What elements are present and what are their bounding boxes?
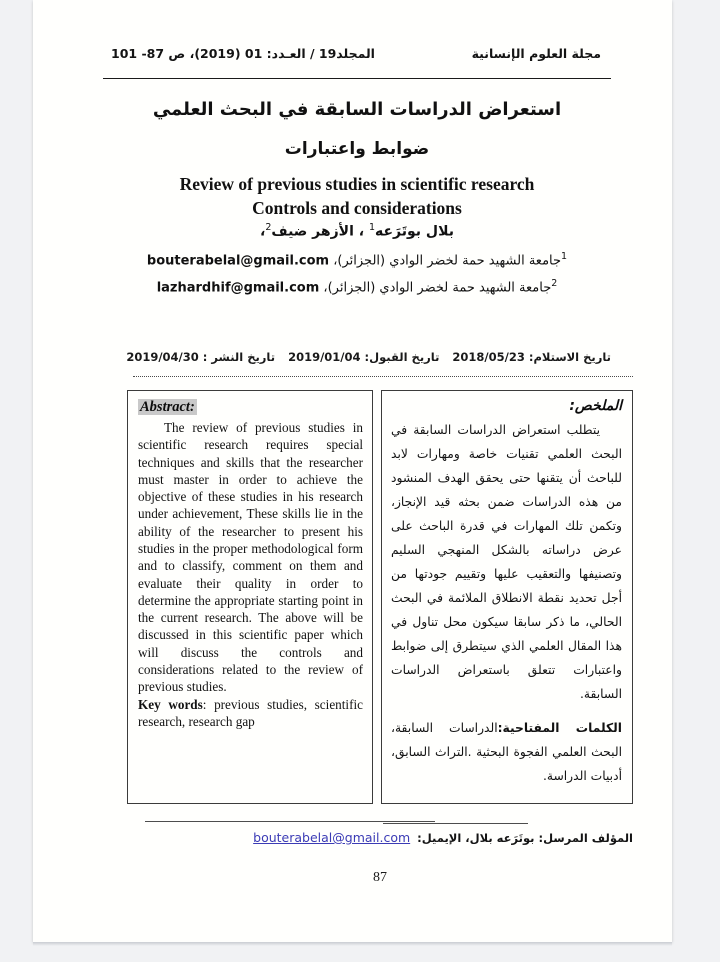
date-published xyxy=(126,350,275,364)
abstract-arabic-keywords-label: الكلمات المفتاحية: xyxy=(497,720,623,735)
corresponding-author-note xyxy=(127,830,633,845)
running-head-volume-issue: المجلد19 / العـدد: 01 (2019)، ص 87- 101 xyxy=(111,46,375,61)
dotted-divider xyxy=(133,376,633,377)
author-separator: ، الأزهر ضيف xyxy=(271,223,369,240)
date-accepted-label: تاريخ القبول: xyxy=(364,350,440,364)
running-head xyxy=(111,46,601,68)
page-title-english-line1: Review of previous studies in scientific research xyxy=(179,174,535,194)
affiliation-1-marker: 1 xyxy=(561,251,568,262)
abstract-box-arabic xyxy=(381,390,633,804)
date-received-label: تاريخ الاستلام: xyxy=(528,350,611,364)
footnote-divider-secondary xyxy=(383,823,528,824)
author-one-name: بلال بوتَرَعه xyxy=(375,223,454,240)
abstract-english-heading: Abstract: xyxy=(140,399,195,415)
author-list xyxy=(103,222,611,240)
abstract-english-keywords xyxy=(138,696,363,731)
author-two-marker: 2 xyxy=(265,222,272,233)
affiliation-2-text: جامعة الشهيد حمة لخضر الوادي (الجزائر)، xyxy=(323,280,552,296)
affiliation-2-email[interactable]: lazhardhif@gmail.com xyxy=(156,280,320,296)
page-number: 87 xyxy=(373,870,387,885)
abstract-box-english xyxy=(127,390,373,804)
abstract-arabic-body: يتطلب استعراض الدراسات السابقة في البحث العلمي تقنيات خاصة ومهارات لابد للباحث أن يتقنها حتى يحقق الهدف المنشود من هذه الدراسات ضمن بحثه قيد الإنجاز، وتكمن تلك المهارات في قدرة الباحث على عرض دراساته بالشكل المنهجي السليم وتصنيفها والتعقيب عليها وتقييم جودتها من أجل تحديد نقطة الانطلاق الملائمة في البحث الحالي، ما ذكر سابقا سيكون محل تناول في هذا المقال العلمي الذي سيتطرق إلى ضوابط واعتبارات تتعلق باستعراض الدراسات السابقة. xyxy=(391,423,622,701)
date-published-value: 2019/04/30 xyxy=(126,350,199,364)
page-title-english xyxy=(103,172,611,220)
abstract-arabic-heading: الملخص: xyxy=(569,398,622,414)
corresponding-author-email-link[interactable]: bouterabelal@gmail.com xyxy=(253,830,411,845)
date-accepted xyxy=(288,350,439,364)
affiliation-2-marker: 2 xyxy=(551,278,558,289)
running-head-journal: مجلة العلوم الإنسانية xyxy=(471,46,601,61)
affiliation-1 xyxy=(103,251,611,268)
page-sheet xyxy=(33,0,672,942)
abstract-english-keywords-label: Key words xyxy=(138,696,203,712)
author-one-marker: 1 xyxy=(368,222,375,233)
author-trailing-comma: ، xyxy=(260,223,266,240)
date-published-label: تاريخ النشر : xyxy=(202,350,276,364)
date-received-value: 2018/05/23 xyxy=(452,350,525,364)
abstract-arabic-keywords-value: الدراسات السابقة، البحث العلمي الفجوة البحثية .التراث السابق، أدبيات الدراسة. xyxy=(391,720,622,783)
affiliation-2 xyxy=(103,278,611,295)
affiliation-1-email[interactable]: bouterabelal@gmail.com xyxy=(146,253,330,269)
abstract-english-keywords-value: : previous studies, scientific research, research gap xyxy=(138,696,363,729)
date-accepted-value: 2019/01/04 xyxy=(288,350,361,364)
date-received xyxy=(452,350,611,364)
page-bottom-shadow xyxy=(33,942,672,946)
page-title-arabic: استعراض الدراسات السابقة في البحث العلمي xyxy=(152,99,562,120)
page-title-english-line2: Controls and considerations xyxy=(252,198,462,219)
abstract-arabic-keywords xyxy=(391,717,622,789)
corresponding-author-label: المؤلف المرسل: بوتَرَعه بلال، الإيميل: xyxy=(417,831,633,845)
page-subtitle-arabic: ضوابط واعتبارات xyxy=(284,139,430,159)
footnote-divider xyxy=(145,821,435,822)
publication-dates xyxy=(126,350,611,364)
affiliation-1-text: جامعة الشهيد حمة لخضر الوادي (الجزائر)، xyxy=(333,253,562,269)
header-divider xyxy=(103,78,611,79)
abstract-english-body: The review of previous studies in scientific research requires special techniques and skills that the researcher must master in order to achieve the objective of these studies in his research under achievement, These skills lie in the ability of the researcher to present his studies in the proper methodological form and to classify, comment on them and evaluate their quality in order to determine the appropriate starting point in the current research. The above will be discussed in this scientific paper which will discuss the controls and considerations related to the review of previous studies. xyxy=(138,420,363,695)
